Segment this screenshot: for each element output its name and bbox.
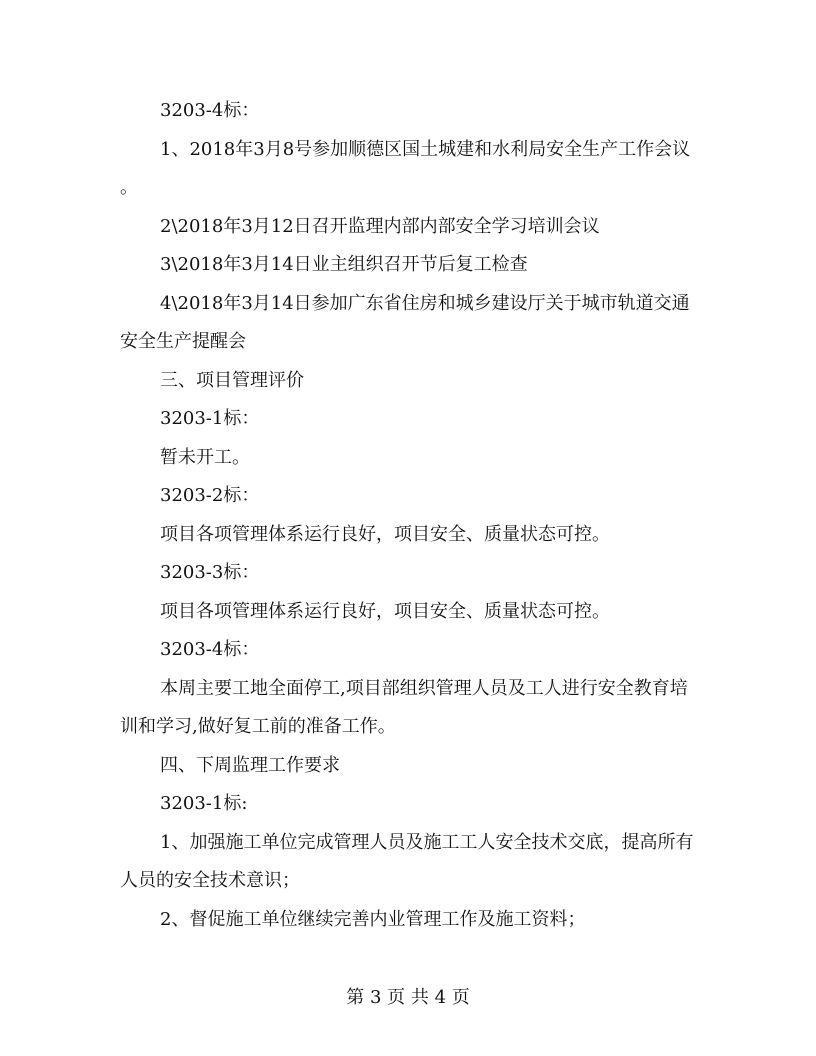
paragraph-item: 4\2018年3月14日参加广东省住房和城乡建设厅关于城市轨道交通安全生产提醒会	[120, 292, 690, 352]
document-body	[120, 92, 696, 939]
paragraph-section-label: 3203-1标:	[160, 793, 248, 814]
paragraph-section-label: 3203-1标：	[160, 408, 260, 429]
paragraph-item: 1、2018年3月8号参加顺德区国土城建和水利局安全生产工作会议	[160, 138, 691, 160]
paragraph-item: 项目各项管理体系运行良好，项目安全、质量状态可控。	[160, 600, 610, 622]
paragraph-section-label: 3203-4标：	[160, 639, 260, 660]
page-footer: 第 3 页 共 4 页	[346, 987, 470, 1008]
paragraph-continuation: 。	[120, 177, 138, 198]
paragraph-item: 2\2018年3月12日召开监理内部内部安全学习培训会议	[160, 215, 600, 237]
paragraph-item: 1、加强施工单位完成管理人员及施工工人安全技术交底，提高所有人员的安全技术意识；	[120, 831, 694, 891]
section-heading: 三、项目管理评价	[160, 369, 304, 391]
paragraph-item: 2、督促施工单位继续完善内业管理工作及施工资料；	[160, 908, 586, 930]
paragraph-item: 暂未开工。	[160, 446, 250, 468]
paragraph-section-label: 3203-3标：	[160, 562, 260, 583]
paragraph-section-label: 3203-2标：	[160, 485, 260, 506]
paragraph-item: 3\2018年3月14日业主组织召开节后复工检查	[160, 254, 528, 275]
paragraph-section-label: 3203-4标：	[160, 100, 260, 121]
paragraph-item: 本周主要工地全面停工,项目部组织管理人员及工人进行安全教育培训和学习,做好复工前的准备工作。	[120, 677, 688, 737]
section-heading: 四、下周监理工作要求	[160, 754, 340, 776]
paragraph-item: 项目各项管理体系运行良好，项目安全、质量状态可控。	[160, 523, 610, 545]
